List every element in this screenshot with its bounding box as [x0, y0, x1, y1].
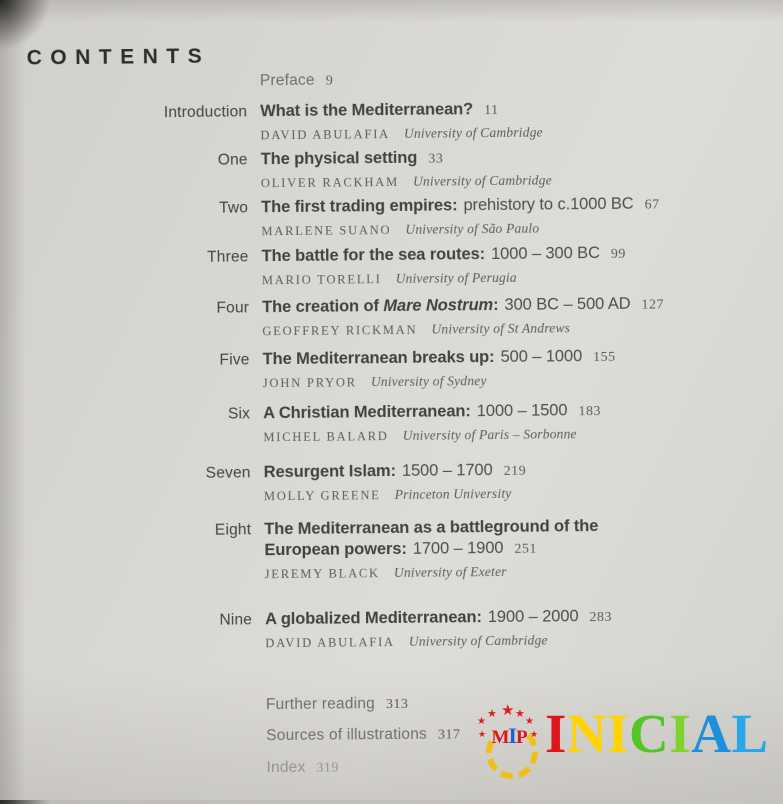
brand-letter: I — [545, 703, 567, 764]
mip-badge-logo — [477, 702, 539, 772]
preface-label: Preface — [259, 71, 315, 90]
chapter-page-number: 99 — [610, 246, 626, 262]
chapter-label: Introduction — [163, 103, 248, 122]
chapter-author-line — [260, 123, 750, 144]
preface-row — [0, 66, 780, 94]
badge-letter: P — [515, 727, 527, 748]
chapter-author: JEREMY BLACK — [264, 566, 380, 582]
chapter-row — [2, 604, 783, 654]
brand-letter: I — [669, 703, 692, 764]
chapter-affiliation: University of Cambridge — [408, 632, 548, 649]
chapter-title — [263, 345, 753, 372]
chapter-row — [1, 457, 783, 507]
chapter-label: Six — [227, 405, 251, 423]
brand-letter: C — [629, 703, 670, 764]
star-icon: ★ — [487, 708, 497, 720]
chapter-title-dates: 300 BC – 500 AD — [504, 294, 631, 314]
chapter-label: Nine — [219, 611, 253, 629]
chapter-title — [261, 145, 751, 172]
chapter-label: Seven — [205, 464, 251, 482]
badge-letter: M — [491, 727, 509, 748]
chapter-title — [260, 97, 750, 124]
chapter-author: OLIVER RACKHAM — [260, 174, 400, 191]
chapter-title — [263, 399, 753, 426]
chapter-author: DAVID ABULAFIA — [265, 634, 395, 651]
chapter-affiliation: Princeton University — [394, 485, 512, 502]
chapter-author-line — [265, 631, 755, 652]
chapter-title-dates: 1700 – 1900 — [412, 538, 504, 558]
star-icon: ★ — [478, 729, 487, 739]
chapter-row — [0, 398, 783, 448]
chapter-page-number: 11 — [484, 102, 499, 119]
badge-letter: I — [508, 723, 516, 748]
backmatter-page-number: 319 — [316, 760, 340, 776]
chapter-author-line — [261, 219, 751, 240]
chapter-page-number: 283 — [589, 609, 613, 626]
chapter-affiliation: University of Cambridge — [403, 124, 543, 141]
chapter-title-bold: Resurgent Islam: — [263, 461, 397, 482]
chapter-row — [0, 292, 782, 342]
chapter-title-bold: The physical setting — [260, 148, 418, 169]
chapter-title — [262, 242, 752, 269]
star-icon: ★ — [477, 716, 486, 727]
chapter-title-dates: 1500 – 1700 — [401, 461, 493, 480]
chapter-author-line — [264, 484, 754, 505]
brand-letter: N — [566, 703, 608, 764]
chapter-title — [265, 605, 755, 632]
chapter-affiliation: University of Paris – Sorbonne — [402, 426, 577, 443]
chapter-label: Two — [219, 199, 249, 217]
chapter-title-dates: prehistory to c.1000 BC — [463, 194, 634, 215]
chapter-page-number: 127 — [641, 297, 665, 313]
chapter-title-bold: The Mediterranean breaks up: — [262, 348, 495, 369]
chapter-title-dates: 1000 – 300 BC — [490, 243, 600, 264]
chapter-author-line — [265, 562, 755, 583]
backmatter-label: Further reading — [265, 695, 375, 714]
chapter-title — [264, 515, 754, 563]
backmatter-page-number: 317 — [437, 727, 461, 743]
chapter-title-bold: The battle for the sea routes: — [261, 245, 486, 266]
chapter-affiliation: University of Exeter — [393, 563, 507, 580]
brand-letter: L — [731, 703, 769, 764]
backmatter-label: Index — [266, 758, 306, 777]
chapter-page-number: 67 — [644, 197, 660, 213]
chapter-label: One — [217, 151, 248, 169]
chapter-row — [0, 144, 781, 194]
chapter-affiliation: University of St Andrews — [431, 320, 571, 337]
brand-letter: A — [691, 703, 732, 764]
chapter-title-bold: A Christian Mediterranean: — [263, 402, 471, 423]
chapter-author: JOHN PRYOR — [262, 375, 357, 391]
chapter-title-dates: 1000 – 1500 — [476, 401, 568, 421]
chapter-label: Eight — [214, 521, 252, 539]
chapter-page-number: 33 — [428, 151, 444, 167]
chapter-title — [264, 458, 754, 485]
chapter-author: GEOFFREY RICKMAN — [262, 322, 418, 339]
chapter-title-bold: The first trading empires: — [261, 196, 458, 217]
chapter-author-line — [262, 268, 752, 289]
chapter-author: MARIO TORELLI — [261, 272, 382, 288]
chapter-page-number: 251 — [514, 541, 538, 557]
chapter-title-colon: : — [493, 295, 499, 315]
chapter-title — [261, 193, 751, 220]
chapter-author: MOLLY GREENE — [263, 488, 381, 504]
chapter-title-dates: 500 – 1000 — [500, 347, 583, 366]
chapter-title-italic: Mare Nostrum — [383, 296, 494, 316]
chapter-title-dates: 1900 – 2000 — [487, 607, 579, 627]
chapter-label: Four — [216, 299, 250, 317]
chapter-author-line — [263, 425, 753, 446]
chapter-author: DAVID ABULAFIA — [260, 127, 391, 143]
inicial-watermark — [477, 702, 769, 772]
backmatter-label: Sources of illustrations — [266, 725, 428, 745]
chapter-title-bold: A globalized Mediterranean: — [265, 608, 482, 629]
chapter-author-line — [262, 319, 752, 340]
chapter-page-number: 183 — [578, 403, 602, 420]
inicial-brand-text — [545, 703, 769, 764]
page-title: CONTENTS — [26, 44, 211, 70]
star-icon: ★ — [530, 729, 539, 739]
chapter-title-bold: The Mediterranean as a battleground of the European powers: — [264, 517, 599, 560]
chapter-author-line — [261, 171, 751, 192]
chapter-affiliation: University of Sydney — [370, 373, 487, 390]
backmatter-list — [3, 690, 783, 777]
chapter-title-bold: What is the Mediterranean? — [260, 100, 474, 121]
brand-letter: I — [607, 703, 630, 764]
chapter-title-bold: The creation of — [262, 297, 384, 317]
chapter-row — [0, 344, 783, 394]
chapter-row — [1, 514, 783, 585]
chapter-author: MARLENE SUANO — [261, 222, 392, 239]
chapter-row — [0, 241, 782, 291]
backmatter-page-number: 313 — [385, 696, 409, 713]
chapter-title — [262, 293, 752, 320]
preface-page-number: 9 — [325, 73, 334, 89]
chapter-label: Three — [207, 248, 249, 266]
star-icon: ★ — [525, 716, 534, 727]
chapter-page-number: 155 — [593, 349, 616, 366]
star-icon: ★ — [515, 708, 525, 720]
chapter-page-number: 219 — [503, 463, 527, 479]
chapter-author: MICHEL BALARD — [263, 429, 389, 445]
star-icon: ★ — [501, 702, 515, 719]
chapter-label: Five — [219, 351, 250, 369]
chapter-affiliation: University of São Paulo — [405, 220, 540, 237]
chapter-row — [0, 96, 781, 146]
chapter-affiliation: University of Perugia — [395, 269, 517, 286]
chapter-affiliation: University of Cambridge — [412, 172, 552, 189]
chapter-author-line — [263, 371, 753, 392]
chapter-row — [0, 192, 781, 242]
